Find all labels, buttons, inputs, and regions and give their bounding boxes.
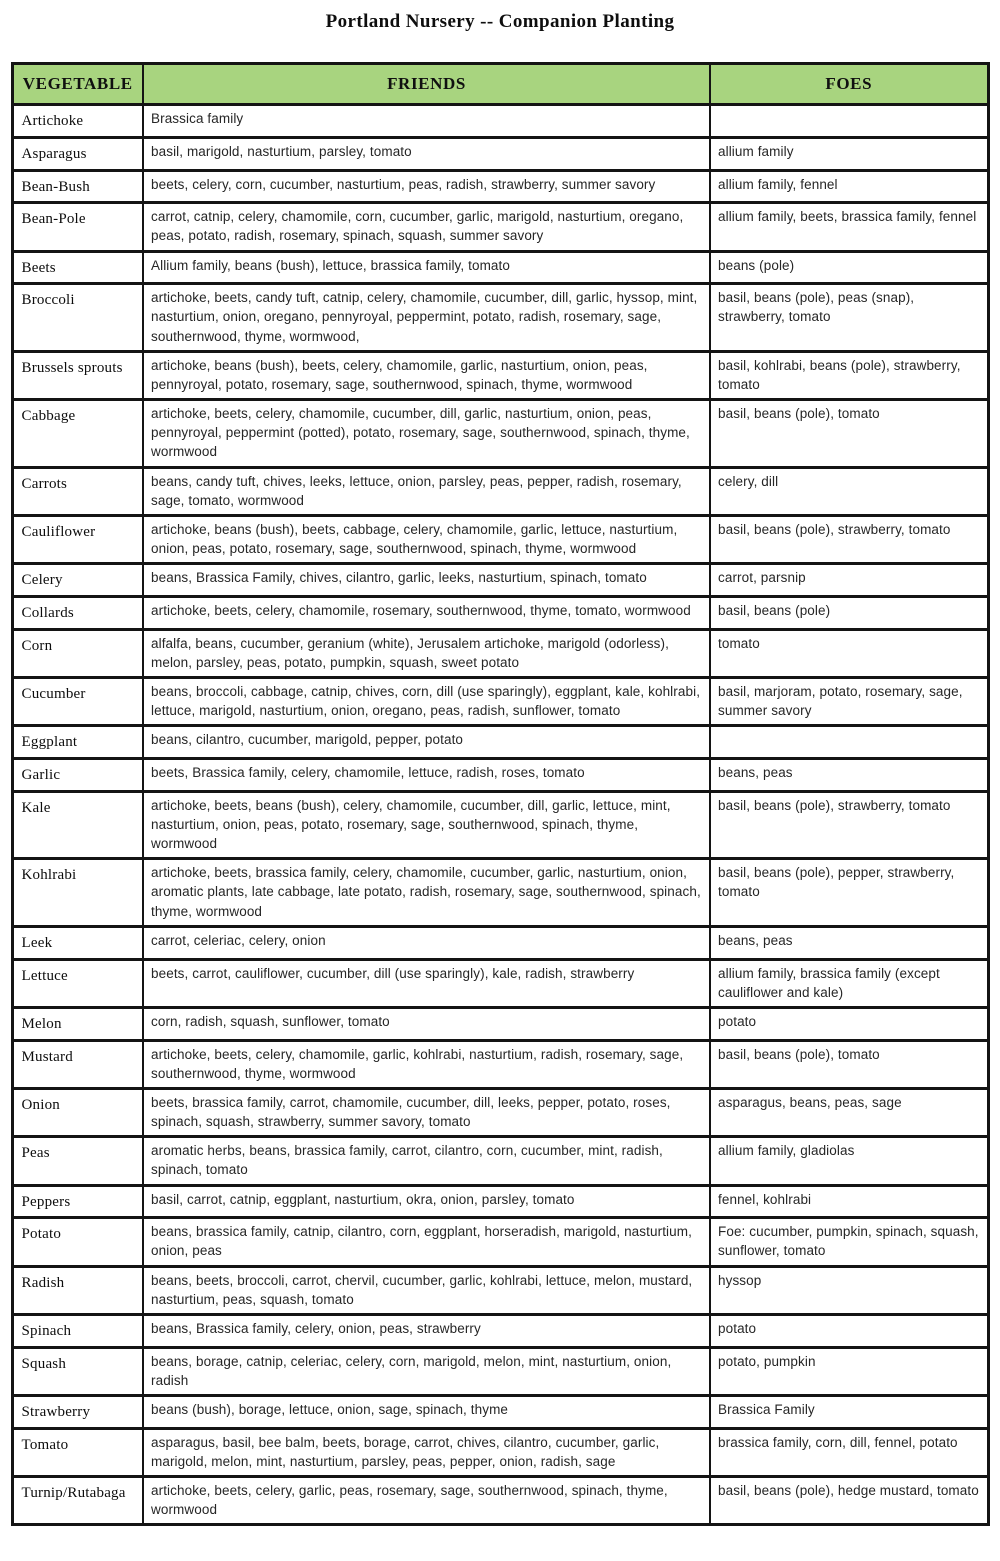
vegetable-cell: Cucumber: [12, 678, 143, 726]
foes-cell: basil, beans (pole), hedge mustard, tomato: [710, 1477, 988, 1525]
vegetable-cell: Celery: [12, 564, 143, 597]
table-row: [12, 170, 988, 203]
vegetable-cell: Mustard: [12, 1040, 143, 1088]
vegetable-cell: Radish: [12, 1266, 143, 1314]
vegetable-cell: Turnip/Rutabaga: [12, 1477, 143, 1525]
friends-cell: artichoke, beans (bush), beets, cabbage, celery, chamomile, garlic, lettuce, nasturtium, onion, peas, potato, rosemary, sage, southernwood, spinach, thyme, wormwood: [143, 515, 710, 563]
table-row: [12, 1428, 988, 1476]
vegetable-cell: Kohlrabi: [12, 859, 143, 926]
table-row: [12, 791, 988, 858]
foes-cell: allium family, gladiolas: [710, 1137, 988, 1185]
page-title: Portland Nursery -- Companion Planting: [325, 11, 675, 32]
foes-cell: allium family, beets, brassica family, fennel: [710, 203, 988, 251]
friends-cell: artichoke, beans (bush), beets, celery, chamomile, garlic, nasturtium, onion, peas, pennyroyal, potato, rosemary, sage, southernwood, spinach, thyme, wormwood: [143, 351, 710, 399]
friends-cell: corn, radish, squash, sunflower, tomato: [143, 1007, 710, 1040]
vegetable-cell: Potato: [12, 1218, 143, 1266]
foes-cell: allium family, brassica family (except cauliflower and kale): [710, 959, 988, 1007]
friends-cell: artichoke, beets, celery, chamomile, rosemary, southernwood, thyme, tomato, wormwood: [143, 596, 710, 629]
foes-cell: [710, 726, 988, 759]
foes-cell: allium family: [710, 137, 988, 170]
friends-cell: carrot, celeriac, celery, onion: [143, 926, 710, 959]
vegetable-cell: Corn: [12, 629, 143, 677]
vegetable-cell: Squash: [12, 1347, 143, 1395]
friends-cell: basil, carrot, catnip, eggplant, nasturtium, okra, onion, parsley, tomato: [143, 1185, 710, 1218]
table-row: [12, 467, 988, 515]
friends-cell: artichoke, beets, celery, chamomile, cucumber, dill, garlic, nasturtium, onion, peas, pennyroyal, peppermint (potted), potato, rosemary, sage, southernwood, spinach, thyme, wormwood: [143, 400, 710, 467]
vegetable-cell: Collards: [12, 596, 143, 629]
table-body: [12, 105, 988, 1525]
friends-cell: artichoke, beets, celery, garlic, peas, rosemary, sage, southernwood, spinach, thyme, wormwood: [143, 1477, 710, 1525]
table-row: [12, 1007, 988, 1040]
foes-cell: Brassica Family: [710, 1395, 988, 1428]
vegetable-cell: Bean-Bush: [12, 170, 143, 203]
foes-cell: asparagus, beans, peas, sage: [710, 1088, 988, 1136]
foes-cell: basil, beans (pole), tomato: [710, 400, 988, 467]
header-row: [12, 64, 988, 105]
table-row: [12, 759, 988, 792]
foes-cell: potato, pumpkin: [710, 1347, 988, 1395]
vegetable-cell: Beets: [12, 251, 143, 284]
foes-cell: beans (pole): [710, 251, 988, 284]
table-row: [12, 1088, 988, 1136]
vegetable-cell: Carrots: [12, 467, 143, 515]
friends-cell: beans, Brassica family, celery, onion, peas, strawberry: [143, 1314, 710, 1347]
table-row: [12, 1266, 988, 1314]
friends-cell: carrot, catnip, celery, chamomile, corn, cucumber, garlic, marigold, nasturtium, oregano, peas, potato, radish, rosemary, spinach, squash, summer savory: [143, 203, 710, 251]
vegetable-cell: Lettuce: [12, 959, 143, 1007]
vegetable-cell: Cabbage: [12, 400, 143, 467]
table-row: [12, 105, 988, 138]
table-row: [12, 284, 988, 351]
foes-cell: tomato: [710, 629, 988, 677]
friends-cell: beans, brassica family, catnip, cilantro, corn, eggplant, horseradish, marigold, nasturtium, onion, peas: [143, 1218, 710, 1266]
table-header: [12, 64, 988, 105]
foes-cell: [710, 105, 988, 138]
foes-cell: basil, kohlrabi, beans (pole), strawberry, tomato: [710, 351, 988, 399]
table-row: [12, 203, 988, 251]
table-row: [12, 629, 988, 677]
vegetable-cell: Onion: [12, 1088, 143, 1136]
friends-cell: beans (bush), borage, lettuce, onion, sage, spinach, thyme: [143, 1395, 710, 1428]
friends-cell: artichoke, beets, celery, chamomile, garlic, kohlrabi, nasturtium, radish, rosemary, sage, southernwood, thyme, wormwood: [143, 1040, 710, 1088]
foes-cell: basil, beans (pole), strawberry, tomato: [710, 515, 988, 563]
companion-planting-table: [11, 62, 990, 1526]
table-row: [12, 137, 988, 170]
table-row: [12, 1314, 988, 1347]
foes-cell: carrot, parsnip: [710, 564, 988, 597]
table-row: [12, 1395, 988, 1428]
foes-cell: hyssop: [710, 1266, 988, 1314]
vegetable-cell: Tomato: [12, 1428, 143, 1476]
friends-cell: beets, celery, corn, cucumber, nasturtium, peas, radish, strawberry, summer savory: [143, 170, 710, 203]
foes-cell: Foe: cucumber, pumpkin, spinach, squash, sunflower, tomato: [710, 1218, 988, 1266]
foes-cell: potato: [710, 1314, 988, 1347]
foes-cell: fennel, kohlrabi: [710, 1185, 988, 1218]
table-row: [12, 351, 988, 399]
foes-cell: basil, beans (pole): [710, 596, 988, 629]
friends-cell: artichoke, beets, beans (bush), celery, chamomile, cucumber, dill, garlic, lettuce, mint, nasturtium, onion, peas, potato, rosemary, sage, southernwood, spinach, thyme, wormwood: [143, 791, 710, 858]
friends-cell: beets, Brassica family, celery, chamomile, lettuce, radish, roses, tomato: [143, 759, 710, 792]
friends-cell: beets, carrot, cauliflower, cucumber, dill (use sparingly), kale, radish, strawberry: [143, 959, 710, 1007]
vegetable-cell: Artichoke: [12, 105, 143, 138]
vegetable-cell: Asparagus: [12, 137, 143, 170]
table-row: [12, 1137, 988, 1185]
vegetable-cell: Cauliflower: [12, 515, 143, 563]
table-row: [12, 1347, 988, 1395]
friends-cell: beans, cilantro, cucumber, marigold, pepper, potato: [143, 726, 710, 759]
table-row: [12, 400, 988, 467]
friends-cell: basil, marigold, nasturtium, parsley, tomato: [143, 137, 710, 170]
table-row: [12, 859, 988, 926]
table-row: [12, 1218, 988, 1266]
table-row: [12, 251, 988, 284]
vegetable-cell: Brussels sprouts: [12, 351, 143, 399]
table-row: [12, 1185, 988, 1218]
vegetable-cell: Strawberry: [12, 1395, 143, 1428]
friends-cell: beans, candy tuft, chives, leeks, lettuce, onion, parsley, peas, pepper, radish, rosemary, sage, tomato, wormwood: [143, 467, 710, 515]
friends-cell: asparagus, basil, bee balm, beets, borage, carrot, chives, cilantro, cucumber, garlic, marigold, melon, mint, nasturtium, parsley, peas, pepper, onion, radish, sage: [143, 1428, 710, 1476]
vegetable-cell: Leek: [12, 926, 143, 959]
foes-cell: basil, beans (pole), tomato: [710, 1040, 988, 1088]
table-row: [12, 926, 988, 959]
table-row: [12, 726, 988, 759]
vegetable-cell: Bean-Pole: [12, 203, 143, 251]
header-friends: FRIENDS: [143, 64, 710, 105]
vegetable-cell: Spinach: [12, 1314, 143, 1347]
vegetable-cell: Broccoli: [12, 284, 143, 351]
foes-cell: allium family, fennel: [710, 170, 988, 203]
table-row: [12, 959, 988, 1007]
table-row: [12, 515, 988, 563]
vegetable-cell: Eggplant: [12, 726, 143, 759]
foes-cell: celery, dill: [710, 467, 988, 515]
header-vegetable: VEGETABLE: [12, 64, 143, 105]
foes-cell: potato: [710, 1007, 988, 1040]
friends-cell: artichoke, beets, candy tuft, catnip, celery, chamomile, cucumber, dill, garlic, hyssop, mint, nasturtium, onion, oregano, pennyroyal, peppermint, potato, radish, rosemary, sage, southernwood, thyme, wormwood,: [143, 284, 710, 351]
friends-cell: artichoke, beets, brassica family, celery, chamomile, cucumber, garlic, nasturtium, onion, aromatic plants, late cabbage, late potato, radish, rosemary, sage, southernwood, spinach, thyme, wormwood: [143, 859, 710, 926]
table-row: [12, 1477, 988, 1525]
friends-cell: aromatic herbs, beans, brassica family, carrot, cilantro, corn, cucumber, mint, radish, spinach, tomato: [143, 1137, 710, 1185]
friends-cell: beans, Brassica Family, chives, cilantro, garlic, leeks, nasturtium, spinach, tomato: [143, 564, 710, 597]
friends-cell: Brassica family: [143, 105, 710, 138]
friends-cell: beans, beets, broccoli, carrot, chervil, cucumber, garlic, kohlrabi, lettuce, melon, mustard, nasturtium, peas, squash, tomato: [143, 1266, 710, 1314]
foes-cell: beans, peas: [710, 759, 988, 792]
table-row: [12, 1040, 988, 1088]
friends-cell: beets, brassica family, carrot, chamomile, cucumber, dill, leeks, pepper, potato, roses, spinach, squash, strawberry, summer savory, tomato: [143, 1088, 710, 1136]
vegetable-cell: Garlic: [12, 759, 143, 792]
friends-cell: beans, broccoli, cabbage, catnip, chives, corn, dill (use sparingly), eggplant, kale, kohlrabi, lettuce, marigold, nasturtium, onion, oregano, peas, radish, sunflower, tomato: [143, 678, 710, 726]
vegetable-cell: Kale: [12, 791, 143, 858]
foes-cell: basil, beans (pole), pepper, strawberry, tomato: [710, 859, 988, 926]
foes-cell: basil, beans (pole), strawberry, tomato: [710, 791, 988, 858]
table-row: [12, 564, 988, 597]
foes-cell: basil, beans (pole), peas (snap), strawberry, tomato: [710, 284, 988, 351]
table-row: [12, 596, 988, 629]
foes-cell: brassica family, corn, dill, fennel, potato: [710, 1428, 988, 1476]
vegetable-cell: Peppers: [12, 1185, 143, 1218]
friends-cell: alfalfa, beans, cucumber, geranium (white), Jerusalem artichoke, marigold (odorless), melon, parsley, peas, potato, pumpkin, squash, sweet potato: [143, 629, 710, 677]
foes-cell: basil, marjoram, potato, rosemary, sage, summer savory: [710, 678, 988, 726]
vegetable-cell: Peas: [12, 1137, 143, 1185]
vegetable-cell: Melon: [12, 1007, 143, 1040]
friends-cell: Allium family, beans (bush), lettuce, brassica family, tomato: [143, 251, 710, 284]
table-row: [12, 678, 988, 726]
header-foes: FOES: [710, 64, 988, 105]
friends-cell: beans, borage, catnip, celeriac, celery, corn, marigold, melon, mint, nasturtium, onion, radish: [143, 1347, 710, 1395]
foes-cell: beans, peas: [710, 926, 988, 959]
